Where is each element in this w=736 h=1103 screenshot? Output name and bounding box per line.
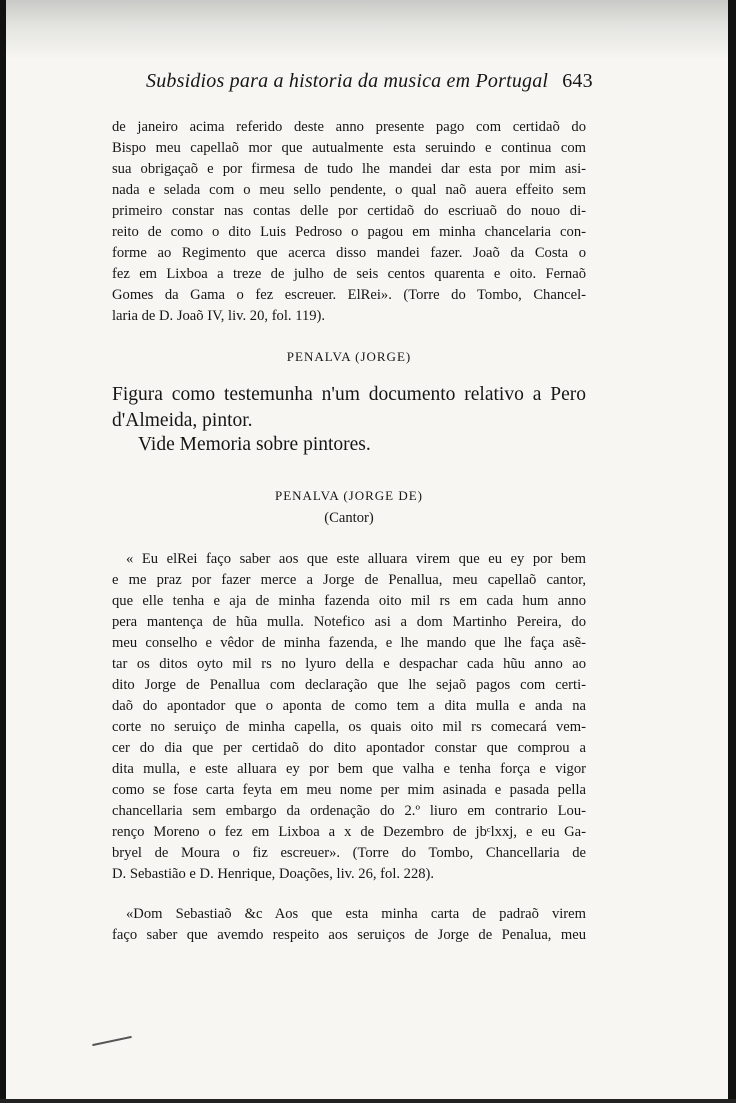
text-line: tar os ditos oyto mil rs no lyuro della e despachar cada hũu anno ao — [112, 656, 586, 672]
text-line: meu conselho e vêdor de minha fazenda, e lhe mando que lhe faça asẽ- — [112, 635, 586, 651]
text-line: D. Sebastião e D. Henrique, Doações, liv. 26, fol. 228). — [112, 866, 435, 882]
text-line: «Dom Sebastiaõ &c Aos que esta minha carta de padraõ virem — [126, 906, 586, 922]
text-line: « Eu elRei faço saber aos que este alluara virem que eu ey por bem — [126, 551, 586, 567]
text-line: que elle tenha e aja de minha fazenda oito mil rs em cada hum anno — [112, 593, 586, 609]
running-title: Subsidios para a historia da musica em Portugal — [146, 70, 549, 92]
text-line: primeiro constar nas contas delle por certidaõ do escriuaõ do nouo di- — [112, 203, 586, 219]
text-line: como se fose carta feyta em meu nome per mim asinada e pasada pella — [112, 782, 586, 798]
text-line: bryel de Moura o fiz escreuer». (Torre do Tombo, Chancellaria de — [112, 845, 586, 861]
text-line: pera mantença de hũa mulla. Notefico asi a dom Martinho Pereira, do — [112, 614, 586, 630]
scan-shadow — [0, 0, 736, 60]
text-line: e me praz por fazer merce a Jorge de Penallua, meu capellaõ cantor, — [112, 572, 586, 588]
entry-text-line: Vide Memoria sobre pintores. — [138, 434, 371, 455]
text-line: Gomes da Gama o fez escreuer. ElRei». (Torre do Tombo, Chancel- — [112, 287, 586, 303]
text-line: de janeiro acima referido deste anno presente pago com certidaõ do — [112, 119, 586, 135]
text-line: corte no seruiço de minha capella, os quais oito mil rs comecará vem- — [112, 719, 586, 735]
text-line: nada e selada com o meu sello pendente, o qual naõ auera effeito sem — [112, 182, 586, 198]
text-line: chancellaria sem embargo da ordenação do 2.º liuro em contrario Lou- — [112, 803, 586, 819]
text-line: forme ao Regimento que acerca disso mandei fazer. Joaõ da Costa o — [112, 245, 586, 261]
text-line: faço saber que avemdo respeito aos seruiços de Jorge de Penalua, meu — [112, 927, 586, 943]
entry-text-line: Figura como testemunha n'um documento relativo a Pero — [112, 384, 586, 405]
scan-edge-right — [728, 0, 736, 1103]
text-line: reito de como o dito Luis Pedroso o pagou em minha chancelaria con- — [112, 224, 586, 240]
entry-heading: PENALVA (JORGE DE) — [274, 488, 423, 503]
scan-edge-bottom — [0, 1099, 736, 1103]
entry-text-line: d'Almeida, pintor. — [112, 410, 253, 431]
text-line: fez em Lixboa a treze de julho de seis centos quarenta e oito. Fernaõ — [112, 266, 586, 282]
scan-speck — [92, 1036, 132, 1046]
entry-subheading: (Cantor) — [324, 510, 374, 526]
text-line: dito Jorge de Penallua com declaração que lhe sejaõ pagos com certi- — [112, 677, 586, 693]
running-head — [146, 70, 606, 93]
page-number: 643 — [562, 70, 593, 92]
text-line: cer do dia que per certidaõ do dito apontador constar que comprou a — [112, 740, 586, 756]
scan-edge-left — [0, 0, 6, 1103]
text-line: daõ do apontador que o aponta de como tem a dita mulla e anda na — [112, 698, 586, 714]
entry-heading: PENALVA (JORGE) — [286, 349, 412, 364]
text-line: Bispo meu capellaõ mor que autualmente esta seruindo e continua com — [112, 140, 586, 156]
text-line: laria de D. Joaõ IV, liv. 20, fol. 119). — [112, 308, 326, 324]
text-line: sua obrigaçaõ e por firmesa de tudo lhe mandei dar esta por mim asi- — [112, 161, 586, 177]
text-line: dita mulla, e este alluara ey por bem que valha e tenha força e vigor — [112, 761, 586, 777]
text-line: renço Moreno o fez em Lixboa a x de Dezembro de jbᶜlxxj, e eu Ga- — [112, 824, 586, 840]
